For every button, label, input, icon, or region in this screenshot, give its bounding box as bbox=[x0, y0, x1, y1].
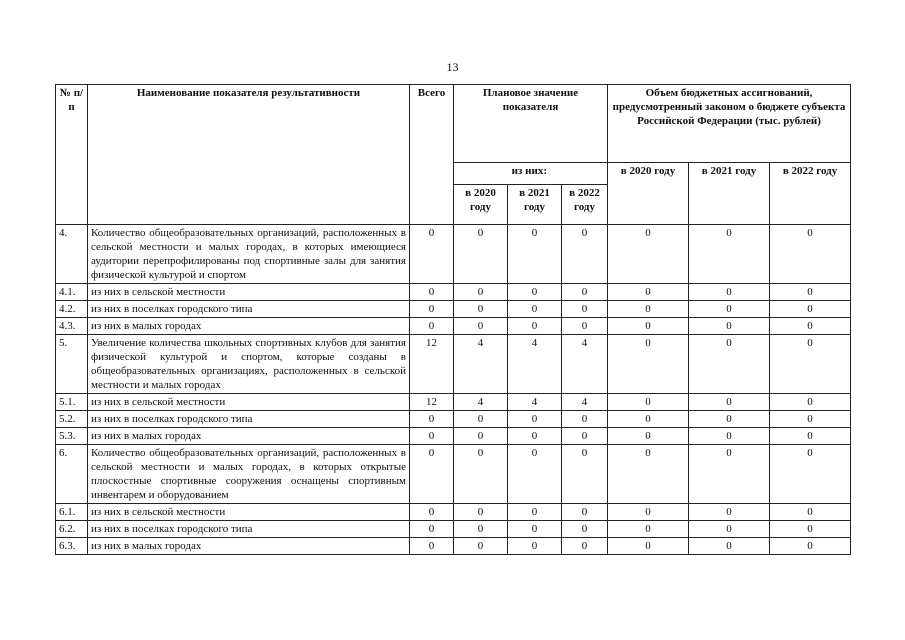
row-name: из них в сельской местности bbox=[88, 504, 410, 521]
header-plan: Плановое значение показателя bbox=[454, 85, 608, 163]
row-plan-2021: 0 bbox=[508, 301, 562, 318]
row-plan-2021: 0 bbox=[508, 428, 562, 445]
row-name: из них в малых городах bbox=[88, 428, 410, 445]
row-budget-2020: 0 bbox=[608, 411, 689, 428]
row-plan-2020: 4 bbox=[454, 335, 508, 394]
row-total: 0 bbox=[410, 445, 454, 504]
row-plan-2020: 0 bbox=[454, 521, 508, 538]
page-number: 13 bbox=[446, 60, 459, 74]
row-total: 0 bbox=[410, 428, 454, 445]
row-total: 0 bbox=[410, 301, 454, 318]
row-name: из них в малых городах bbox=[88, 538, 410, 555]
row-number: 6.2. bbox=[56, 521, 88, 538]
row-plan-2020: 0 bbox=[454, 445, 508, 504]
row-plan-2022: 0 bbox=[562, 411, 608, 428]
row-plan-2020: 0 bbox=[454, 411, 508, 428]
row-budget-2021: 0 bbox=[689, 445, 770, 504]
row-number: 6. bbox=[56, 445, 88, 504]
header-plan-2022: в 2022 году bbox=[562, 185, 608, 225]
row-plan-2022: 0 bbox=[562, 284, 608, 301]
row-budget-2022: 0 bbox=[770, 504, 851, 521]
row-budget-2022: 0 bbox=[770, 445, 851, 504]
row-budget-2022: 0 bbox=[770, 225, 851, 284]
row-plan-2020: 0 bbox=[454, 538, 508, 555]
row-plan-2020: 0 bbox=[454, 225, 508, 284]
row-name: Количество общеобразовательных организаций, расположенных в сельской местности и малых городах, в которых имеющиеся аудитории перепрофилированы под спортивные залы для занятия физической культурой и спортом bbox=[88, 225, 410, 284]
row-plan-2022: 0 bbox=[562, 225, 608, 284]
row-budget-2020: 0 bbox=[608, 284, 689, 301]
row-plan-2022: 0 bbox=[562, 538, 608, 555]
row-plan-2021: 0 bbox=[508, 504, 562, 521]
table-row bbox=[56, 318, 851, 335]
row-total: 0 bbox=[410, 411, 454, 428]
row-plan-2021: 0 bbox=[508, 538, 562, 555]
row-number: 4.1. bbox=[56, 284, 88, 301]
header-name: Наименование показателя результативности bbox=[88, 85, 410, 225]
row-number: 5.3. bbox=[56, 428, 88, 445]
row-name: из них в поселках городского типа bbox=[88, 521, 410, 538]
header-budget-2021: в 2021 году bbox=[689, 163, 770, 225]
header-plan-2020: в 2020 году bbox=[454, 185, 508, 225]
header-total: Всего bbox=[410, 85, 454, 225]
row-name: Увеличение количества школьных спортивных клубов для занятия физической культурой и спортом, которые созданы в общеобразовательных организациях, расположенных в сельской местности и малых городах bbox=[88, 335, 410, 394]
row-budget-2021: 0 bbox=[689, 318, 770, 335]
header-num: № п/п bbox=[56, 85, 88, 225]
row-number: 4. bbox=[56, 225, 88, 284]
row-number: 6.3. bbox=[56, 538, 88, 555]
row-budget-2022: 0 bbox=[770, 284, 851, 301]
header-budget-2022: в 2022 году bbox=[770, 163, 851, 225]
row-budget-2022: 0 bbox=[770, 335, 851, 394]
header-budget: Объем бюджетных ассигнований, предусмотренный законом о бюджете субъекта Российской Федерации (тыс. рублей) bbox=[608, 85, 851, 163]
row-budget-2020: 0 bbox=[608, 394, 689, 411]
row-plan-2020: 0 bbox=[454, 318, 508, 335]
row-plan-2021: 0 bbox=[508, 411, 562, 428]
row-number: 6.1. bbox=[56, 504, 88, 521]
row-budget-2021: 0 bbox=[689, 411, 770, 428]
row-plan-2020: 0 bbox=[454, 504, 508, 521]
row-plan-2021: 4 bbox=[508, 394, 562, 411]
row-budget-2020: 0 bbox=[608, 445, 689, 504]
row-plan-2022: 0 bbox=[562, 445, 608, 504]
row-budget-2021: 0 bbox=[689, 284, 770, 301]
table-row bbox=[56, 538, 851, 555]
table-row bbox=[56, 428, 851, 445]
row-number: 4.2. bbox=[56, 301, 88, 318]
row-plan-2022: 0 bbox=[562, 318, 608, 335]
row-budget-2022: 0 bbox=[770, 301, 851, 318]
row-plan-2021: 0 bbox=[508, 445, 562, 504]
row-total: 0 bbox=[410, 504, 454, 521]
row-total: 12 bbox=[410, 335, 454, 394]
row-name: из них в поселках городского типа bbox=[88, 411, 410, 428]
row-budget-2021: 0 bbox=[689, 504, 770, 521]
row-budget-2022: 0 bbox=[770, 318, 851, 335]
row-plan-2021: 0 bbox=[508, 521, 562, 538]
row-budget-2020: 0 bbox=[608, 538, 689, 555]
header-of-them: из них: bbox=[454, 163, 608, 185]
row-total: 0 bbox=[410, 318, 454, 335]
table-row bbox=[56, 335, 851, 394]
row-budget-2020: 0 bbox=[608, 318, 689, 335]
row-total: 0 bbox=[410, 538, 454, 555]
row-plan-2022: 0 bbox=[562, 301, 608, 318]
row-name: из них в сельской местности bbox=[88, 394, 410, 411]
table-row bbox=[56, 445, 851, 504]
row-name: из них в малых городах bbox=[88, 318, 410, 335]
row-budget-2021: 0 bbox=[689, 301, 770, 318]
row-total: 12 bbox=[410, 394, 454, 411]
row-budget-2022: 0 bbox=[770, 521, 851, 538]
row-budget-2021: 0 bbox=[689, 521, 770, 538]
row-plan-2022: 0 bbox=[562, 428, 608, 445]
row-plan-2022: 0 bbox=[562, 521, 608, 538]
table-row bbox=[56, 225, 851, 284]
row-plan-2021: 0 bbox=[508, 225, 562, 284]
row-plan-2021: 0 bbox=[508, 284, 562, 301]
table-row bbox=[56, 411, 851, 428]
row-plan-2020: 0 bbox=[454, 301, 508, 318]
row-name: из них в сельской местности bbox=[88, 284, 410, 301]
table-row bbox=[56, 504, 851, 521]
row-budget-2020: 0 bbox=[608, 225, 689, 284]
row-plan-2021: 0 bbox=[508, 318, 562, 335]
header-budget-2020: в 2020 году bbox=[608, 163, 689, 225]
indicators-table bbox=[55, 84, 851, 555]
row-plan-2020: 4 bbox=[454, 394, 508, 411]
row-budget-2022: 0 bbox=[770, 428, 851, 445]
row-total: 0 bbox=[410, 521, 454, 538]
row-budget-2020: 0 bbox=[608, 521, 689, 538]
row-name: Количество общеобразовательных организаций, расположенных в сельской местности и малых городах, в которых открытые плоскостные спортивные сооружения оснащены спортивным инвентарем и оборудованием bbox=[88, 445, 410, 504]
table-row bbox=[56, 394, 851, 411]
row-budget-2022: 0 bbox=[770, 394, 851, 411]
row-budget-2021: 0 bbox=[689, 394, 770, 411]
row-plan-2022: 4 bbox=[562, 335, 608, 394]
row-number: 4.3. bbox=[56, 318, 88, 335]
row-number: 5.2. bbox=[56, 411, 88, 428]
row-budget-2021: 0 bbox=[689, 335, 770, 394]
row-budget-2021: 0 bbox=[689, 428, 770, 445]
row-budget-2020: 0 bbox=[608, 504, 689, 521]
row-budget-2021: 0 bbox=[689, 225, 770, 284]
table-row bbox=[56, 284, 851, 301]
row-plan-2021: 4 bbox=[508, 335, 562, 394]
row-total: 0 bbox=[410, 225, 454, 284]
row-budget-2020: 0 bbox=[608, 335, 689, 394]
header-plan-2021: в 2021 году bbox=[508, 185, 562, 225]
row-number: 5. bbox=[56, 335, 88, 394]
row-plan-2022: 4 bbox=[562, 394, 608, 411]
row-plan-2020: 0 bbox=[454, 284, 508, 301]
row-budget-2020: 0 bbox=[608, 428, 689, 445]
row-budget-2020: 0 bbox=[608, 301, 689, 318]
table-row bbox=[56, 521, 851, 538]
row-plan-2022: 0 bbox=[562, 504, 608, 521]
table-row bbox=[56, 301, 851, 318]
row-budget-2021: 0 bbox=[689, 538, 770, 555]
row-budget-2022: 0 bbox=[770, 538, 851, 555]
row-budget-2022: 0 bbox=[770, 411, 851, 428]
row-plan-2020: 0 bbox=[454, 428, 508, 445]
row-total: 0 bbox=[410, 284, 454, 301]
row-name: из них в поселках городского типа bbox=[88, 301, 410, 318]
row-number: 5.1. bbox=[56, 394, 88, 411]
